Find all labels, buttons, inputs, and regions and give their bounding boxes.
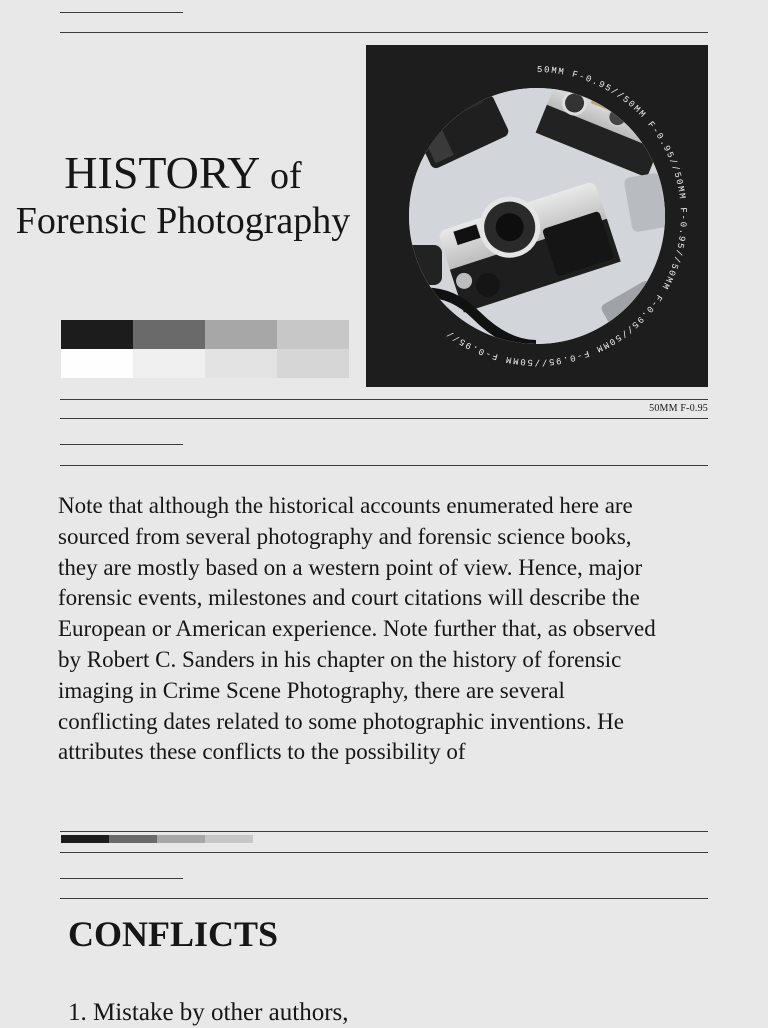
body-line: conflicting dates related to some photographic inventions. He (58, 708, 624, 734)
gray-scale-bar (61, 835, 253, 843)
swatch (61, 349, 133, 378)
list-item: 1. Mistake by other authors, (68, 999, 349, 1026)
divider-rule (60, 898, 708, 899)
title-line-1 (0, 147, 372, 198)
body-line: European or American experience. Note further that, as observed (58, 616, 656, 642)
body-paragraph (58, 491, 730, 768)
bar-segment (109, 835, 157, 843)
swatch (277, 320, 349, 349)
bar-segment (157, 835, 205, 843)
swatch (277, 349, 349, 378)
title-line-2: Forensic Photography (15, 200, 351, 242)
lens-ring-text: 50MM F-0.95//50MM F-0.95//50MM F-0.95//50MM F-0.95//50MM F-0.95//50MM F-0.95// (444, 64, 689, 368)
swatch (61, 320, 133, 349)
divider-rule (60, 12, 183, 13)
body-line: by Robert C. Sanders in his chapter on the history of forensic (58, 646, 622, 672)
camera-photo-illustration (366, 45, 708, 387)
divider-rule (60, 852, 708, 853)
swatch (133, 349, 205, 378)
divider-rule (60, 418, 708, 419)
camera-photo (366, 45, 708, 387)
color-swatch-grid (61, 320, 349, 378)
bar-segment (205, 835, 253, 843)
divider-rule (60, 32, 708, 33)
bar-segment (61, 835, 109, 843)
swatch (205, 320, 277, 349)
body-line: attributes these conflicts to the possibility of (58, 739, 466, 765)
divider-rule (60, 831, 708, 832)
title-of: of (270, 155, 302, 197)
photo-caption: 50MM F-0.95 (649, 403, 708, 414)
divider-rule (60, 444, 183, 445)
body-line: Note that although the historical accounts enumerated here are (58, 493, 633, 518)
divider-rule (60, 878, 183, 879)
divider-rule (60, 465, 708, 466)
divider-rule (60, 399, 708, 400)
body-line: imaging in Crime Scene Photography, there are several (58, 677, 565, 703)
page-title (0, 147, 372, 242)
swatch (133, 320, 205, 349)
body-line: they are mostly based on a western point of view. Hence, major (58, 554, 643, 580)
title-history: HISTORY (64, 147, 259, 198)
body-line: sourced from several photography and forensic science books, (58, 523, 632, 549)
swatch (205, 349, 277, 378)
body-line: forensic events, milestones and court citations will describe the (58, 585, 640, 611)
section-heading: CONFLICTS (68, 914, 279, 954)
